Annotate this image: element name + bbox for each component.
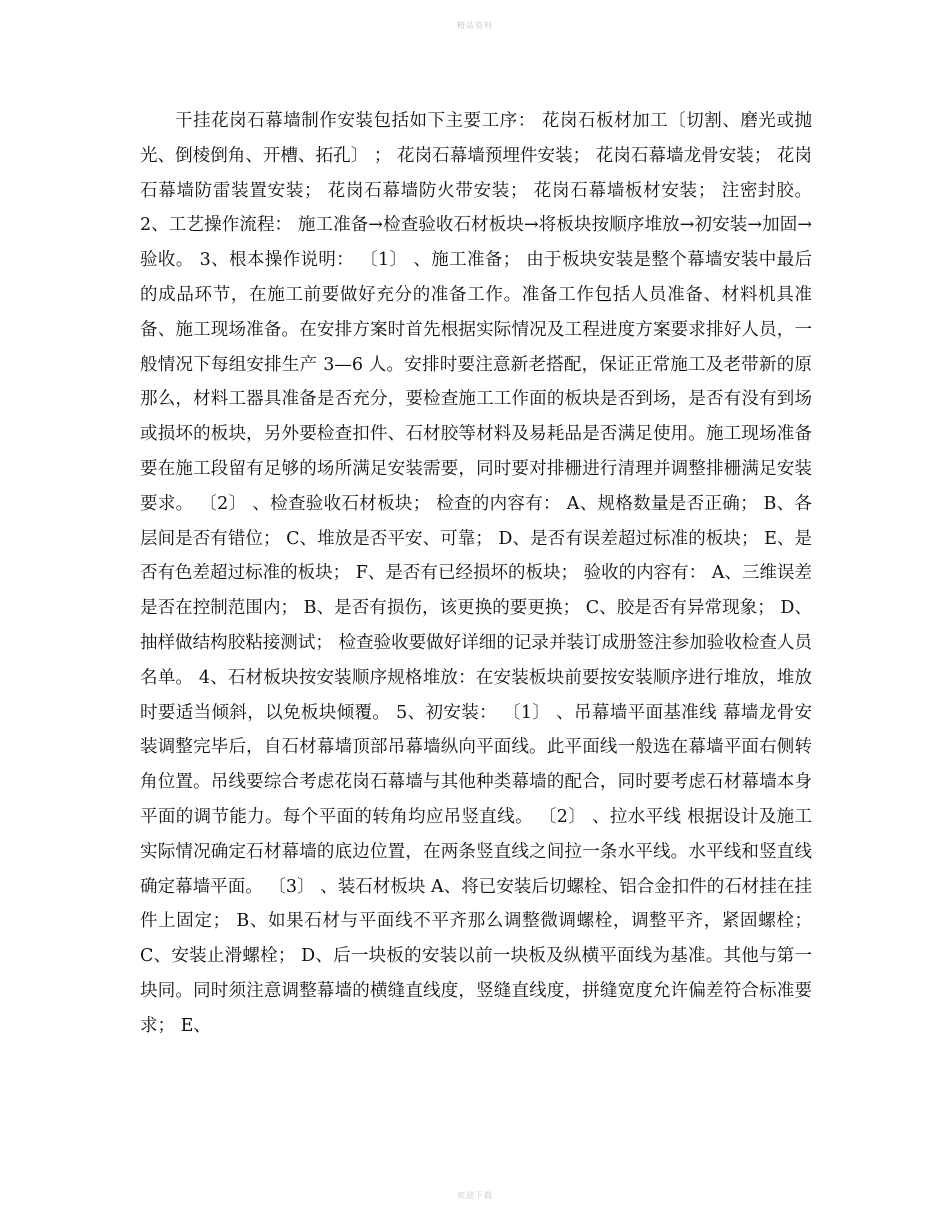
header-watermark: 精品资料 bbox=[457, 21, 493, 30]
footer-watermark: 欢迎下载 bbox=[457, 1191, 493, 1200]
body-paragraph: 干挂花岗石幕墙制作安装包括如下主要工序： 花岗石板材加工〔切割、磨光或抛光、倒棱倒角、开槽、拓孔〕 ； 花岗石幕墙预埋件安装； 花岗石幕墙龙骨安装； 花岗石幕墙防雷装置安装； 花岗石幕墙防火带安装； 花岗石幕墙板材安装； 注密封胶。 2、工艺操作流程： 施工准备→检查验收石材板块→将板块按顺序堆放→初安装→加固→验收。 3、根本操作说明： 〔1〕 、施工准备； 由于板块安装是整个幕墙安装中最后的成品环节，在施工前要做好充分的准备工作。准备工作包括人员准备、材料机具准备、施工现场准备。在安排方案时首先根据实际情况及工程进度方案要求排好人员，一般情况下每组安排生产 3—6 人。安排时要注意新老搭配，保证正常施工及老带新的原那么，材料工器具准备是否充分，要检查施工工作面的板块是否到场，是否有没有到场或损坏的板块，另外要检查扣件、石材胶等材料及易耗品是否满足使用。施工现场准备要在施工段留有足够的场所满足安装需要，同时要对排栅进行清理并调整排栅满足安装要求。 〔2〕 、检查验收石材板块； 检查的内容有： A、规格数量是否正确； B、各层间是否有错位； C、堆放是否平安、可靠； D、是否有误差超过标准的板块； E、是否有色差超过标准的板块； F、是否有已经损坏的板块； 验收的内容有： A、三维误差是否在控制范围内； B、是否有损伤，该更换的要更换； C、胶是否有异常现象； D、抽样做结构胶粘接测试； 检查验收要做好详细的记录并装订成册签注参加验收检查人员名单。 4、石材板块按安装顺序规格堆放：在安装板块前要按安装顺序进行堆放，堆放时要适当倾斜，以免板块倾覆。 5、初安装： 〔1〕 、吊幕墙平面基准线 幕墙龙骨安装调整完毕后，自石材幕墙顶部吊幕墙纵向平面线。此平面线一般选在幕墙平面右侧转角位置。吊线要综合考虑花岗石幕墙与其他种类幕墙的配合，同时要考虑石材幕墙本身平面的调节能力。每个平面的转角均应吊竖直线。 〔2〕 、拉水平线 根据设计及施工实际情况确定石材幕墙的底边位置，在两条竖直线之间拉一条水平线。水平线和竖直线确定幕墙平面。 〔3〕 、装石材板块 A、将已安装后切螺栓、铝合金扣件的石材挂在挂件上固定； B、如果石材与平面线不平齐那么调整微调螺栓，调整平齐，紧固螺栓； C、安装止滑螺栓； D、后一块板的安装以前一块板及纵横平面线为基准。其他与第一块同。同时须注意调整幕墙的横缝直线度，竖缝直线度，拼缝宽度允许偏差符合标准要求； E、 bbox=[140, 111, 812, 1036]
